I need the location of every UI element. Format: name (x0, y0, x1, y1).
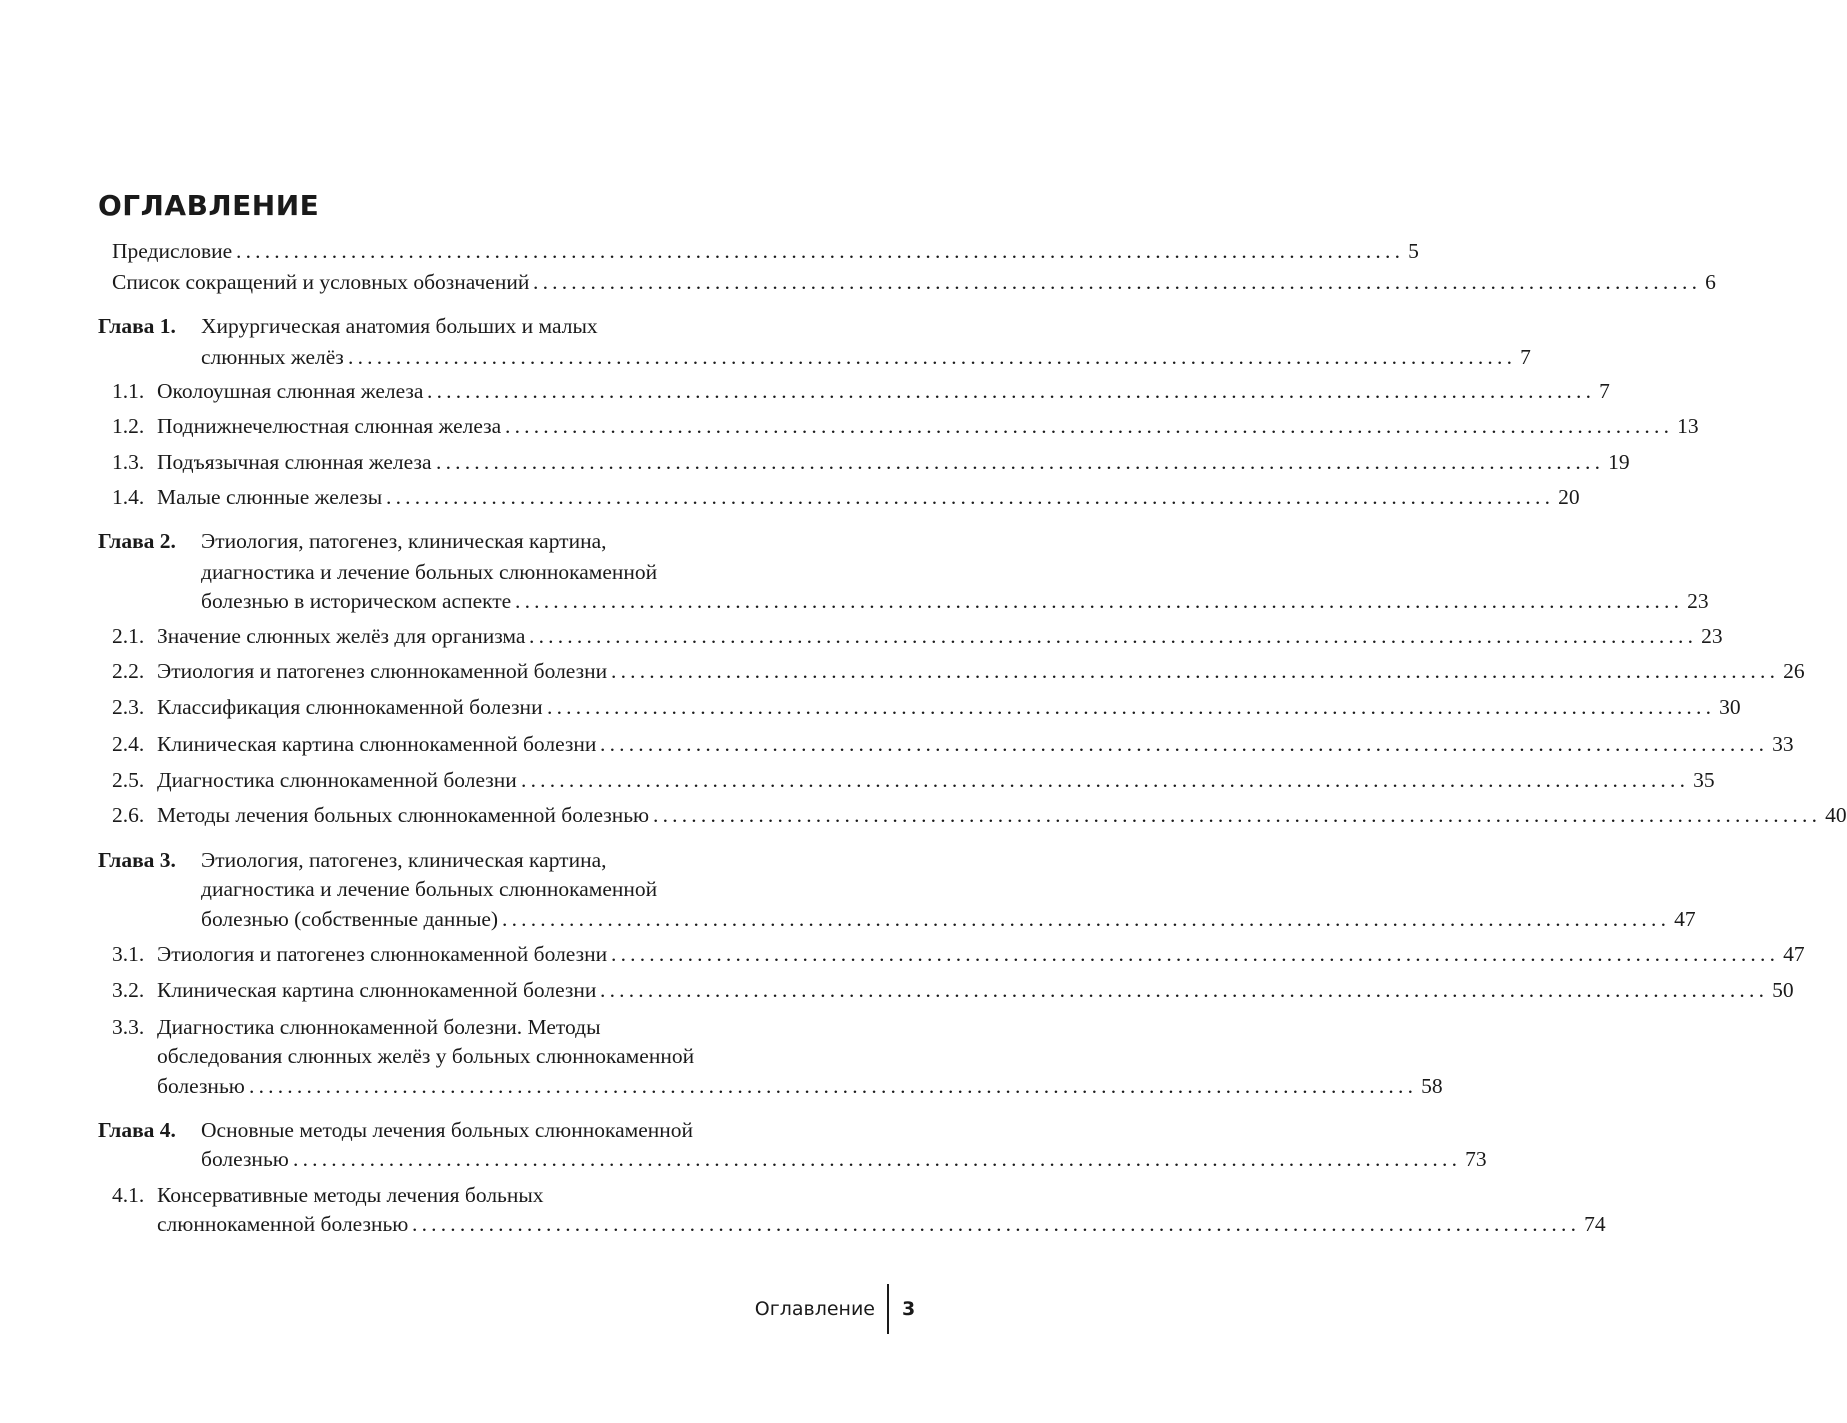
toc-page-number: 20 (1558, 485, 1580, 509)
toc-chapter-1-cont[interactable] (0, 340, 1531, 374)
toc-section-2-1[interactable] (0, 619, 1723, 653)
toc-entry-text: слюннокаменной болезнью (157, 1212, 409, 1236)
toc-chapter-4-cont[interactable] (0, 1142, 1487, 1176)
section-number: 2.6. (112, 803, 145, 827)
toc-page-number: 19 (1608, 450, 1630, 474)
chapter-title-line: болезнью (собственные данные) (201, 907, 499, 931)
toc-page-number: 47 (1674, 907, 1696, 931)
chapter-title-line: Хирургическая анатомия больших и малых (201, 314, 598, 338)
section-number: 3.3. (112, 1015, 145, 1039)
toc-section-1-4[interactable] (0, 480, 1580, 514)
toc-section-1-2[interactable] (0, 409, 1699, 443)
section-number: 1.3. (112, 450, 145, 474)
toc-page-number: 73 (1465, 1147, 1487, 1171)
toc-entry-abbreviations[interactable] (0, 265, 1716, 299)
section-number: 1.2. (112, 414, 145, 438)
toc-entry-text: обследования слюнных желёз у больных слюннокаменной (157, 1044, 695, 1068)
chapter-label: Глава 2. (98, 529, 176, 553)
chapter-label: Глава 3. (98, 848, 176, 872)
toc-section-1-3[interactable] (0, 445, 1630, 479)
chapter-label: Глава 1. (98, 314, 176, 338)
toc-entry-text: Классификация слюннокаменной болезни (157, 695, 543, 719)
dot-leader: .......................................................................................................................... (611, 659, 1780, 683)
toc-page-number: 35 (1693, 768, 1715, 792)
toc-page-number: 6 (1705, 270, 1716, 294)
toc-chapter-3-cont[interactable] (0, 902, 1696, 936)
toc-entry-text: Этиология и патогенез слюннокаменной болезни (157, 942, 608, 966)
dot-leader: .......................................................................................................................... (611, 942, 1780, 966)
toc-entry-text: Диагностика слюннокаменной болезни (157, 768, 517, 792)
footer-divider (887, 1284, 889, 1334)
toc-page-number: 23 (1701, 624, 1723, 648)
toc-entry-text: болезнью (157, 1074, 245, 1098)
dot-leader: .......................................................................................................................... (515, 589, 1684, 613)
dot-leader: .......................................................................................................................... (533, 270, 1702, 294)
toc-entry-text: Этиология и патогенез слюннокаменной болезни (157, 659, 608, 683)
dot-leader: .......................................................................................................................... (412, 1212, 1581, 1236)
chapter-title-line: Этиология, патогенез, клиническая картина, (201, 848, 607, 872)
toc-section-2-6[interactable] (0, 798, 1847, 832)
toc-section-3-3-cont[interactable] (0, 1039, 1000, 1073)
section-number: 3.1. (112, 942, 145, 966)
toc-section-3-3-cont[interactable] (0, 1069, 1443, 1103)
toc-page-number: 33 (1772, 732, 1794, 756)
toc-entry-text: Малые слюнные железы (157, 485, 383, 509)
toc-chapter-2-cont[interactable] (0, 584, 1709, 618)
section-number: 3.2. (112, 978, 145, 1002)
dot-leader: .......................................................................................................................... (502, 907, 1671, 931)
toc-entry-text: Консервативные методы лечения больных (157, 1183, 544, 1207)
toc-entry-text: Предисловие (112, 239, 233, 263)
toc-entry-text: Подъязычная слюнная железа (157, 450, 432, 474)
toc-section-4-1-cont[interactable] (0, 1207, 1606, 1241)
dot-leader: .......................................................................................................................... (436, 450, 1605, 474)
toc-page-number: 74 (1584, 1212, 1606, 1236)
dot-leader: .......................................................................................................................... (249, 1074, 1418, 1098)
section-number: 1.4. (112, 485, 145, 509)
chapter-title-line: Основные методы лечения больных слюннокаменной (201, 1118, 694, 1142)
toc-entry-text: Список сокращений и условных обозначений (112, 270, 530, 294)
dot-leader: .......................................................................................................................... (236, 239, 1405, 263)
section-number: 1.1. (112, 379, 145, 403)
dot-leader: .......................................................................................................................... (529, 624, 1698, 648)
dot-leader: .......................................................................................................................... (521, 768, 1690, 792)
toc-section-2-2[interactable] (0, 654, 1805, 688)
chapter-title-line: слюнных желёз (201, 345, 344, 369)
toc-entry-text: Методы лечения больных слюннокаменной болезнью (157, 803, 650, 827)
page-number: 3 (902, 1298, 916, 1320)
page-title: ОГЛАВЛЕНИЕ (98, 189, 320, 222)
dot-leader: .......................................................................................................................... (386, 485, 1555, 509)
toc-chapter-1[interactable] (0, 309, 1000, 343)
toc-page-number: 26 (1783, 659, 1805, 683)
running-footer-section: Оглавление (754, 1298, 875, 1320)
section-number: 2.3. (112, 695, 145, 719)
toc-page-number: 7 (1599, 379, 1610, 403)
chapter-title-line: диагностика и лечение больных слюннокаменной (201, 560, 658, 584)
section-number: 2.5. (112, 768, 145, 792)
toc-section-3-1[interactable] (0, 937, 1805, 971)
toc-section-2-3[interactable] (0, 690, 1741, 724)
toc-entry-text: Клиническая картина слюннокаменной болезни (157, 732, 597, 756)
dot-leader: .......................................................................................................................... (348, 345, 1517, 369)
section-number: 2.2. (112, 659, 145, 683)
toc-page-number: 7 (1520, 345, 1531, 369)
toc-page-number: 23 (1687, 589, 1709, 613)
toc-entry-text: Диагностика слюннокаменной болезни. Методы (157, 1015, 601, 1039)
toc-page-number: 13 (1677, 414, 1699, 438)
dot-leader: .......................................................................................................................... (505, 414, 1674, 438)
toc-entry-preface[interactable] (0, 234, 1419, 268)
section-number: 2.1. (112, 624, 145, 648)
toc-page-number: 47 (1783, 942, 1805, 966)
toc-section-1-1[interactable] (0, 374, 1610, 408)
toc-page-number: 50 (1772, 978, 1794, 1002)
dot-leader: .......................................................................................................................... (293, 1147, 1462, 1171)
toc-page-number: 40 (1825, 803, 1847, 827)
toc-page-number: 30 (1719, 695, 1741, 719)
toc-chapter-3-cont[interactable] (0, 872, 1000, 906)
dot-leader: .......................................................................................................................... (600, 732, 1769, 756)
toc-entry-text: Околоушная слюнная железа (157, 379, 424, 403)
toc-entry-text: Поднижнечелюстная слюнная железа (157, 414, 502, 438)
toc-chapter-2[interactable] (0, 524, 1000, 558)
dot-leader: .......................................................................................................................... (653, 803, 1822, 827)
chapter-title-line: болезнью в историческом аспекте (201, 589, 512, 613)
dot-leader: .......................................................................................................................... (600, 978, 1769, 1002)
section-number: 4.1. (112, 1183, 145, 1207)
toc-page-number: 5 (1408, 239, 1419, 263)
toc-section-2-4[interactable] (0, 727, 1794, 761)
toc-section-2-5[interactable] (0, 763, 1715, 797)
section-number: 2.4. (112, 732, 145, 756)
chapter-title-line: Этиология, патогенез, клиническая картина, (201, 529, 607, 553)
chapter-label: Глава 4. (98, 1118, 176, 1142)
toc-page-number: 58 (1421, 1074, 1443, 1098)
chapter-title-line: диагностика и лечение больных слюннокаменной (201, 877, 658, 901)
dot-leader: .......................................................................................................................... (427, 379, 1596, 403)
toc-entry-text: Клиническая картина слюннокаменной болезни (157, 978, 597, 1002)
chapter-title-line: болезнью (201, 1147, 289, 1171)
dot-leader: .......................................................................................................................... (547, 695, 1716, 719)
toc-entry-text: Значение слюнных желёз для организма (157, 624, 526, 648)
toc-section-3-2[interactable] (0, 973, 1794, 1007)
